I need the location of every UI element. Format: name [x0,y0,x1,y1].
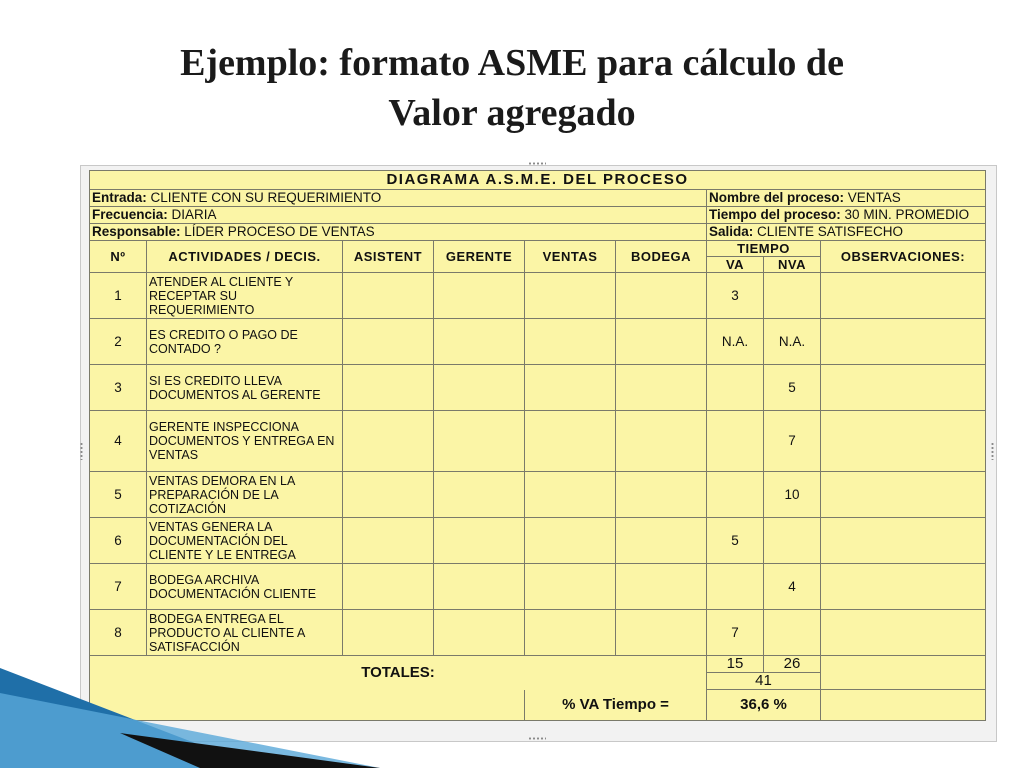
bodega-cell [616,564,707,610]
entrada-value: CLIENTE CON SU REQUERIMIENTO [150,190,382,205]
activity-cell: GERENTE INSPECCIONA DOCUMENTOS Y ENTREGA EN VENTAS [147,411,343,472]
slide-title [0,38,1024,138]
gerente-cell [434,365,525,411]
frecuencia-cell [90,207,707,224]
ventas-cell [525,564,616,610]
nva-cell [764,273,821,319]
observaciones-cell [821,319,986,365]
pct-observaciones-cell [821,690,986,721]
nva-cell: N.A. [764,319,821,365]
activity-cell: VENTAS DEMORA EN LA PREPARACIÓN DE LA COTIZACIÓN [147,472,343,518]
row-number: 1 [90,273,147,319]
activity-cell: ATENDER AL CLIENTE Y RECEPTAR SU REQUERIMIENTO [147,273,343,319]
tiempo-proceso-value: 30 MIN. PROMEDIO [844,207,970,222]
nva-cell: 10 [764,472,821,518]
salida-cell [707,224,986,241]
table-row [90,564,986,610]
asistent-cell [343,472,434,518]
bodega-cell [616,365,707,411]
gerente-cell [434,411,525,472]
resize-handle-left[interactable] [80,442,83,460]
nva-cell: 7 [764,411,821,472]
header-observaciones: OBSERVACIONES: [821,241,986,273]
va-cell: N.A. [707,319,764,365]
va-cell [707,365,764,411]
observaciones-cell [821,472,986,518]
ventas-cell [525,472,616,518]
asistent-cell [343,518,434,564]
row-number: 3 [90,365,147,411]
observaciones-cell [821,564,986,610]
nombre-proceso-label: Nombre del proceso: [709,190,845,205]
responsable-value: LÍDER PROCESO DE VENTAS [184,224,375,239]
bodega-cell [616,518,707,564]
ventas-cell [525,411,616,472]
gerente-cell [434,472,525,518]
gerente-cell [434,610,525,656]
slide-title-line-2: Valor agregado [388,92,636,134]
slide-title-line-1: Ejemplo: formato ASME para cálculo de [180,42,844,84]
ventas-cell [525,365,616,411]
asistent-cell [343,365,434,411]
table-row [90,610,986,656]
asistent-cell [343,610,434,656]
pct-spacer-cell [90,690,525,721]
row-number: 2 [90,319,147,365]
bodega-cell [616,411,707,472]
resize-handle-bottom[interactable] [528,737,546,740]
total-va: 15 [707,656,764,673]
nva-cell: 4 [764,564,821,610]
frecuencia-label: Frecuencia: [92,207,168,222]
va-cell: 7 [707,610,764,656]
asistent-cell [343,564,434,610]
header-va: VA [707,257,764,273]
nombre-proceso-value: VENTAS [847,190,901,205]
table-row [90,411,986,472]
nva-cell: 5 [764,365,821,411]
row-number: 6 [90,518,147,564]
nva-cell [764,610,821,656]
header-n: Nº [90,241,147,273]
va-cell [707,472,764,518]
entrada-label: Entrada: [92,190,147,205]
total-nva: 26 [764,656,821,673]
frecuencia-value: DIARIA [171,207,217,222]
table-row [90,319,986,365]
ventas-cell [525,610,616,656]
nva-cell [764,518,821,564]
header-actividades: ACTIVIDADES / DECIS. [147,241,343,273]
header-gerente: GERENTE [434,241,525,273]
totals-observaciones-cell [821,656,986,690]
table-row [90,518,986,564]
table-title: DIAGRAMA A.S.M.E. DEL PROCESO [90,171,986,190]
ventas-cell [525,518,616,564]
va-cell [707,411,764,472]
asistent-cell [343,319,434,365]
resize-handle-top[interactable] [528,162,546,165]
observaciones-cell [821,518,986,564]
bodega-cell [616,319,707,365]
header-nva: NVA [764,257,821,273]
ventas-cell [525,273,616,319]
table-row [90,472,986,518]
gerente-cell [434,564,525,610]
responsable-label: Responsable: [92,224,181,239]
gerente-cell [434,319,525,365]
observaciones-cell [821,411,986,472]
pct-va-value: 36,6 % [707,690,821,721]
ventas-cell [525,319,616,365]
activity-cell: SI ES CREDITO LLEVA DOCUMENTOS AL GERENTE [147,365,343,411]
salida-label: Salida: [709,224,754,239]
header-asistent: ASISTENT [343,241,434,273]
activity-cell: VENTAS GENERA LA DOCUMENTACIÓN DEL CLIENTE Y LE ENTREGA [147,518,343,564]
gerente-cell [434,273,525,319]
row-number: 4 [90,411,147,472]
row-number: 7 [90,564,147,610]
header-tiempo: TIEMPO [707,241,821,257]
va-cell: 3 [707,273,764,319]
activity-cell: BODEGA ARCHIVA DOCUMENTACIÓN CLIENTE [147,564,343,610]
header-ventas: VENTAS [525,241,616,273]
resize-handle-right[interactable] [991,442,994,460]
activity-cell: BODEGA ENTREGA EL PRODUCTO AL CLIENTE A SATISFACCIÓN [147,610,343,656]
row-number: 5 [90,472,147,518]
totals-label: TOTALES: [90,656,707,690]
asme-table [89,170,986,721]
total-sum: 41 [707,673,821,690]
asistent-cell [343,273,434,319]
header-bodega: BODEGA [616,241,707,273]
observaciones-cell [821,610,986,656]
bodega-cell [616,273,707,319]
bodega-cell [616,610,707,656]
tiempo-proceso-cell [707,207,986,224]
asistent-cell [343,411,434,472]
nombre-proceso-cell [707,190,986,207]
row-number: 8 [90,610,147,656]
table-row [90,365,986,411]
observaciones-cell [821,273,986,319]
pct-va-label: % VA Tiempo = [525,690,707,721]
activity-cell: ES CREDITO O PAGO DE CONTADO ? [147,319,343,365]
gerente-cell [434,518,525,564]
tiempo-proceso-label: Tiempo del proceso: [709,207,841,222]
entrada-cell [90,190,707,207]
va-cell [707,564,764,610]
bodega-cell [616,472,707,518]
observaciones-cell [821,365,986,411]
responsable-cell [90,224,707,241]
salida-value: CLIENTE SATISFECHO [757,224,904,239]
table-row [90,273,986,319]
va-cell: 5 [707,518,764,564]
